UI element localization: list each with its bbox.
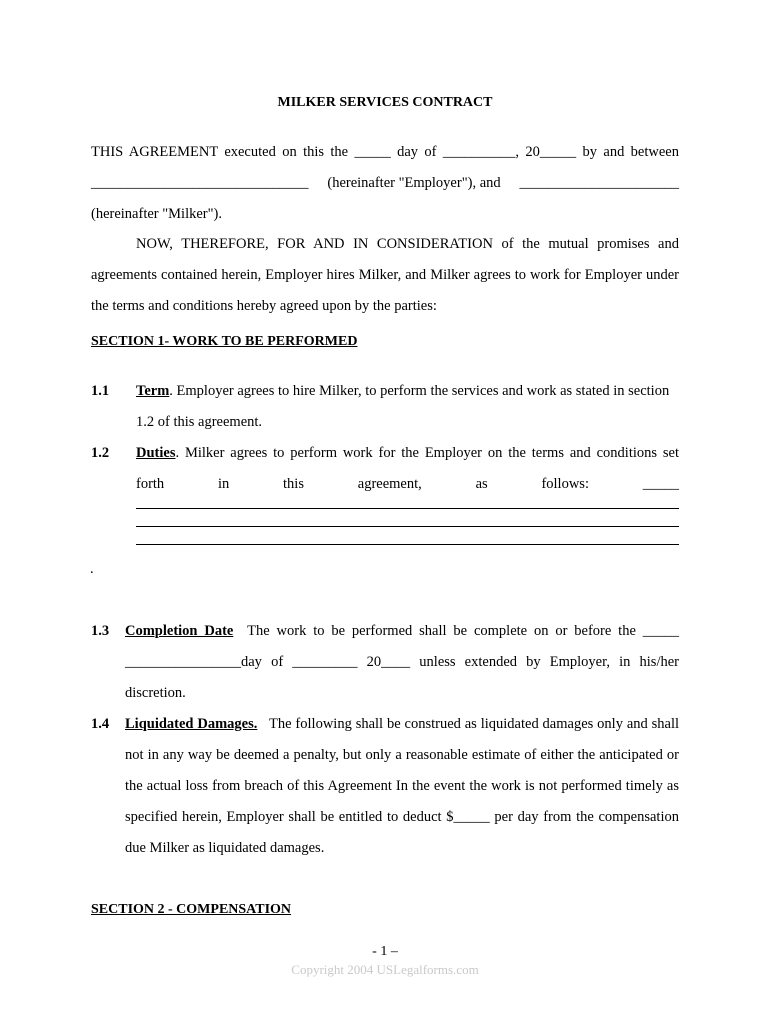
item-1-4-number: 1.4 bbox=[91, 716, 110, 732]
duties-word: forth bbox=[136, 476, 165, 492]
consideration-paragraph: NOW, THEREFORE, FOR AND IN CONSIDERATION of the mutual promises and agreements contained herein, Employer hires Milker, and Milker agrees to work for Employer under the terms and conditions hereby agreed upon by the parties: bbox=[91, 236, 679, 314]
duties-line-1 bbox=[136, 438, 679, 469]
item-1-3-number: 1.3 bbox=[91, 623, 110, 639]
duties-label: Duties bbox=[136, 445, 176, 461]
duties-line-2 bbox=[136, 469, 679, 500]
page-number: - 1 – bbox=[372, 944, 398, 959]
duties-word: agreement, bbox=[357, 476, 422, 492]
intro-block bbox=[91, 137, 679, 230]
item-1-2-number: 1.2 bbox=[91, 445, 110, 461]
completion-line-1 bbox=[125, 616, 679, 647]
item-1-2-text bbox=[136, 438, 679, 500]
duties-word: follows: bbox=[541, 476, 589, 492]
completion-line-2: ________________day of _________ 20____ unless extended by Employer, in his/her bbox=[125, 654, 679, 670]
duties-blank: _____ bbox=[642, 476, 679, 492]
item-1-3-text bbox=[125, 616, 679, 709]
duties-word: in bbox=[217, 476, 230, 492]
copyright-footer: Copyright 2004 USLegalforms.com bbox=[291, 962, 479, 977]
document-title: MILKER SERVICES CONTRACT bbox=[277, 95, 493, 110]
duties-fill-line bbox=[136, 544, 679, 545]
duties-text: . Milker agrees to perform work for the Employer on the terms and conditions set bbox=[175, 445, 679, 461]
liquidated-damages-text: The following shall be construed as liquidated damages only and shall not in any way be deemed a penalty, but only a reasonable estimate of either the anticipated or the actual loss from breach of this Agreement In the event the work is not performed timely as specified herein, Employer shall be entitled to deduct $_____ per day from the compensation due Milker as liquidated damages. bbox=[125, 716, 680, 856]
liquidated-damages-label: Liquidated Damages. bbox=[125, 716, 258, 732]
stray-period: . bbox=[90, 561, 94, 577]
intro-line-1: THIS AGREEMENT executed on this the _____ day of __________, 20_____ by and between bbox=[91, 144, 679, 160]
employer-blank: ______________________________ bbox=[91, 175, 309, 191]
item-1-4-text bbox=[125, 709, 679, 864]
term-label: Term bbox=[136, 383, 170, 399]
term-text: . Employer agrees to hire Milker, to perform the services and work as stated in section 1.2 of this agreement. bbox=[136, 383, 670, 430]
duties-word: as bbox=[475, 476, 488, 492]
intro-line-3: (hereinafter "Milker"). bbox=[91, 206, 222, 222]
completion-label: Completion Date bbox=[125, 623, 234, 639]
section-2-heading: SECTION 2 - COMPENSATION bbox=[91, 902, 292, 917]
section-1-heading: SECTION 1- WORK TO BE PERFORMED bbox=[91, 334, 358, 349]
item-1-1-number: 1.1 bbox=[91, 383, 110, 399]
item-1-1-text bbox=[136, 376, 679, 438]
completion-line-1-text: The work to be performed shall be complete on or before the _____ bbox=[247, 623, 680, 639]
duties-fill-line bbox=[136, 526, 679, 527]
intro-line-2 bbox=[91, 168, 679, 199]
completion-line-3: discretion. bbox=[125, 685, 186, 701]
duties-word: this bbox=[283, 476, 304, 492]
milker-blank: ______________________ bbox=[519, 175, 679, 191]
duties-fill-line bbox=[136, 508, 679, 509]
employer-label: (hereinafter "Employer"), and bbox=[323, 175, 505, 191]
